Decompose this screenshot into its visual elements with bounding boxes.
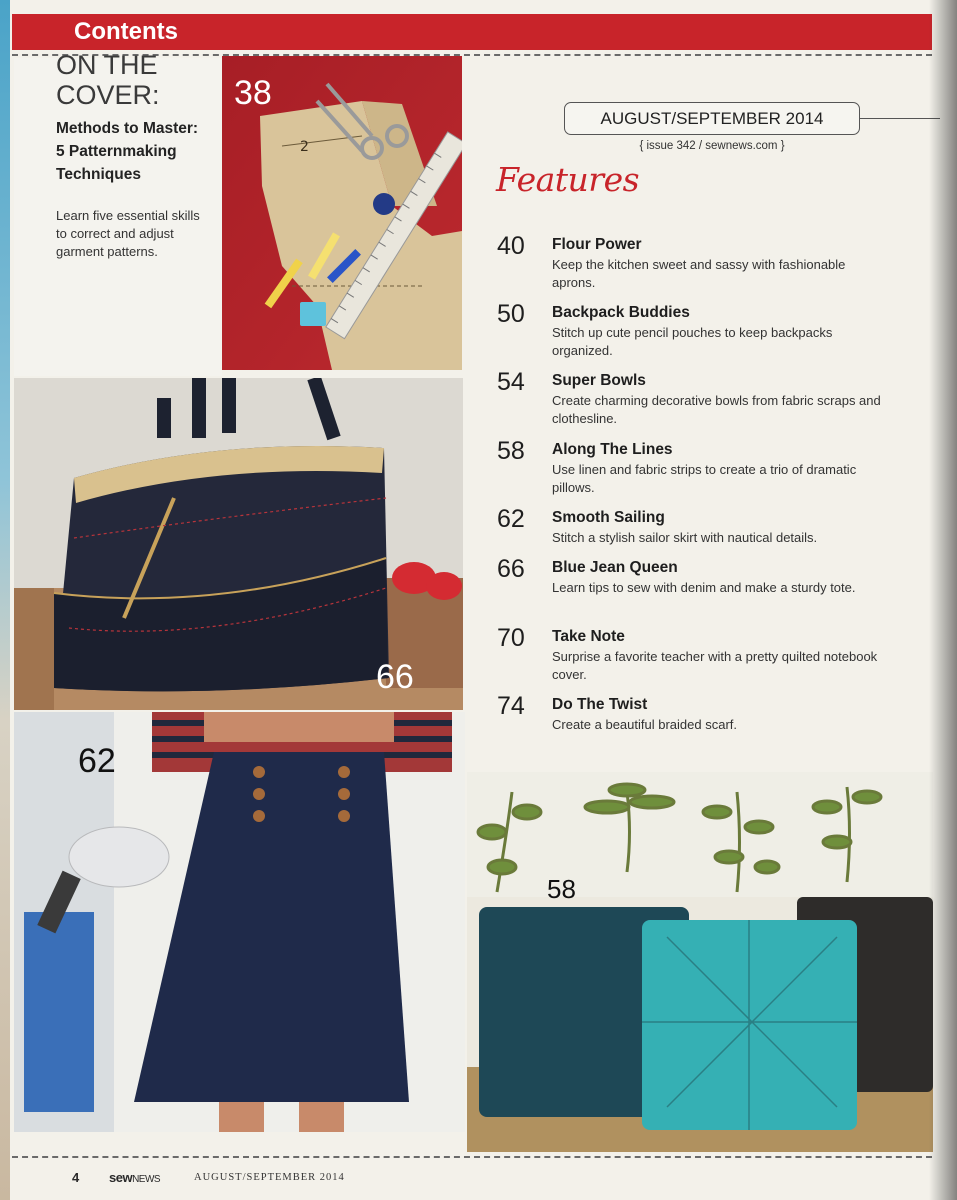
page-spine-edge <box>0 0 10 1200</box>
patternmaking-photo[interactable] <box>222 56 462 370</box>
feature-title: Backpack Buddies <box>552 304 690 321</box>
feature-description: Create a beautiful braided scarf. <box>552 717 737 732</box>
contents-header-bar <box>12 14 932 50</box>
feature-page-number: 58 <box>497 437 525 465</box>
feature-title: Along The Lines <box>552 441 673 458</box>
feature-description: Create charming decorative bowls from fabric scraps and clothesline. <box>552 393 881 426</box>
feature-title: Blue Jean Queen <box>552 559 678 576</box>
cover-story-description: Learn five essential skills to correct and adjust garment patterns. <box>56 208 200 259</box>
pillows-page-number: 58 <box>547 874 576 904</box>
feature-page-number: 66 <box>497 555 525 583</box>
feature-description: Keep the kitchen sweet and sassy with fashionable aprons. <box>552 257 846 290</box>
cover-story-title: Methods to Master: 5 Patternmaking Techniques <box>56 120 199 183</box>
folio-page-number: 4 <box>72 1170 80 1185</box>
issue-date-badge: AUGUST/SEPTEMBER 2014 <box>564 102 860 135</box>
date-badge-rule <box>860 118 940 119</box>
feature-page-number: 62 <box>497 505 525 533</box>
feature-title: Smooth Sailing <box>552 509 665 526</box>
on-the-cover-heading: ON THE COVER: <box>56 50 160 110</box>
feature-page-number: 54 <box>497 368 525 396</box>
feature-page-number: 40 <box>497 232 525 260</box>
feature-description: Surprise a favorite teacher with a pretty quilted notebook cover. <box>552 649 878 682</box>
skirt-page-number: 62 <box>78 742 116 780</box>
feature-page-number: 50 <box>497 300 525 328</box>
feature-description: Learn tips to sew with denim and make a sturdy tote. <box>552 580 856 595</box>
feature-title: Flour Power <box>552 236 642 253</box>
feature-page-number: 74 <box>497 692 525 720</box>
feature-title: Do The Twist <box>552 696 648 713</box>
feature-description: Stitch a stylish sailor skirt with nautical details. <box>552 530 818 545</box>
sailor-skirt-photo[interactable] <box>14 712 465 1132</box>
feature-page-number: 70 <box>497 624 525 652</box>
footer-dashed-divider <box>12 1156 932 1158</box>
svg-text:2: 2 <box>300 139 309 155</box>
issue-and-website[interactable]: { issue 342 / sewnews.com } <box>639 140 785 152</box>
patternmaking-page-number: 38 <box>234 74 272 112</box>
denim-tote-photo[interactable] <box>14 378 463 710</box>
pillows-illustration <box>467 772 933 1152</box>
feature-title: Take Note <box>552 628 625 645</box>
feature-description: Use linen and fabric strips to create a trio of dramatic pillows. <box>552 462 857 495</box>
feature-title: Super Bowls <box>552 372 646 389</box>
tote-page-number: 66 <box>376 658 414 696</box>
features-section-title: Features <box>496 160 640 199</box>
pillows-photo[interactable] <box>467 772 933 1152</box>
sew-news-logo: sewNEWS <box>109 1170 161 1185</box>
page-gutter-shadow <box>929 0 957 1200</box>
feature-description: Stitch up cute pencil pouches to keep backpacks organized. <box>552 325 833 358</box>
footer-issue-date: AUGUST/SEPTEMBER 2014 <box>194 1172 345 1183</box>
page-title: Contents <box>74 18 178 45</box>
